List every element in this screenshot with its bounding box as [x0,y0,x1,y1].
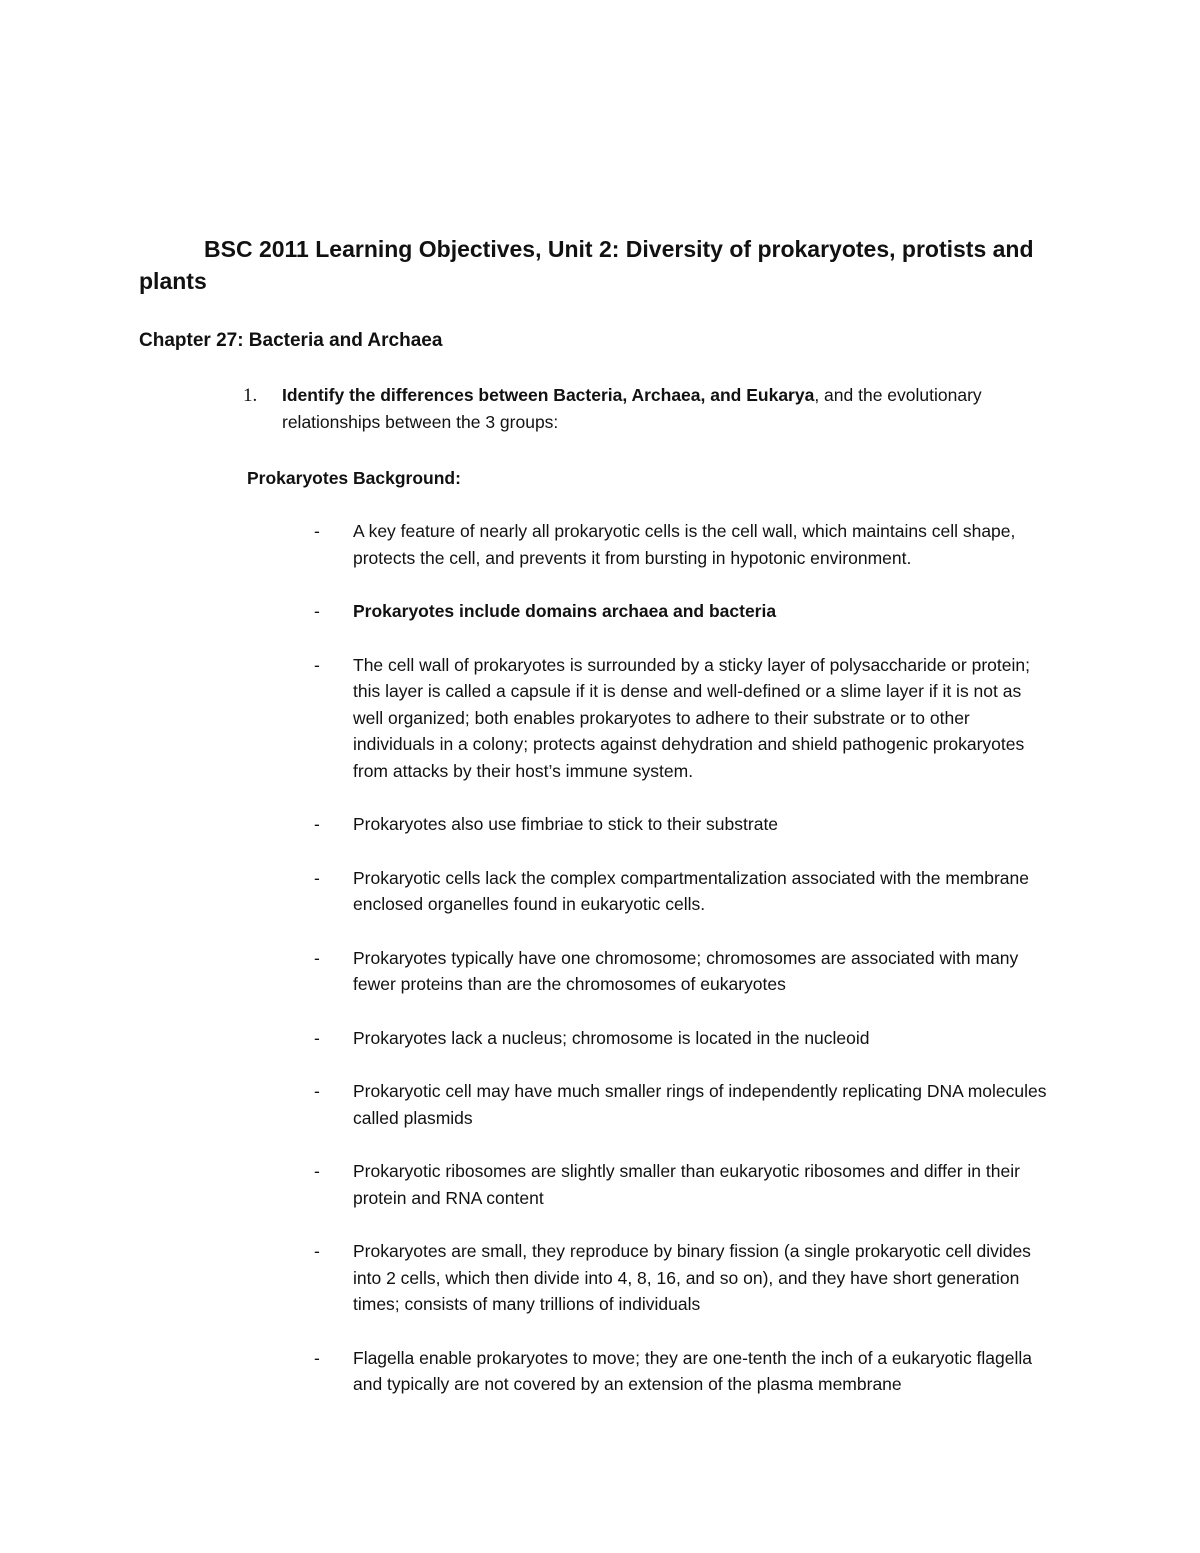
bullet-text: Prokaryotes lack a nucleus; chromosome is located in the nucleoid [353,1027,870,1048]
bullet-dash: - [314,867,320,888]
bullet-text: Prokaryotes typically have one chromosome; chromosomes are associated with many fewer proteins than are the chromosomes of eukaryotes [353,947,1019,994]
bullet-dash: - [314,1241,320,1261]
section-heading: Prokaryotes Background: [247,468,461,488]
bullet-text: Prokaryotes include domains archaea and bacteria [353,601,777,621]
bullet-item [314,945,1054,998]
bullet-dash: - [314,601,320,621]
bullet-dash: - [314,1161,320,1181]
objective-bold-text: Identify the differences between Bacteria, Archaea, and Eukarya [282,385,815,405]
bullet-text: A key feature of nearly all prokaryotic cells is the cell wall, which maintains cell shape, protects the cell, and prevents it from bursting in hypotonic environment. [353,521,1016,568]
objective-text [282,382,1067,436]
bullet-text: Prokaryotic ribosomes are slightly smaller than eukaryotic ribosomes and differ in their protein and RNA content [353,1161,1020,1208]
bullet-item [314,598,1054,625]
bullet-dash: - [314,654,320,675]
bullet-text: Prokaryotic cell may have much smaller rings of independently replicating DNA molecules called plasmids [353,1081,1047,1128]
bullet-dash: - [314,1081,320,1101]
objective-number: 1. [243,385,258,406]
bullet-dash: - [314,1347,320,1368]
bullet-dash: - [314,521,320,541]
bullet-item [314,1025,1054,1052]
bullet-item [314,518,1054,571]
document-title: BSC 2011 Learning Objectives, Unit 2: Diversity of prokaryotes, protists and plants [139,236,1034,294]
bullet-item [314,1158,1054,1211]
bullet-text: Prokaryotes also use fimbriae to stick to their substrate [353,814,779,834]
bullet-item [314,1078,1054,1131]
objective-plain-text: , and the evolutionary relationships between the 3 groups: [282,385,982,432]
bullet-text: Prokaryotic cells lack the complex compartmentalization associated with the membrane enclosed organelles found in eukaryotic cells. [353,867,1029,914]
bullet-text: Prokaryotes are small, they reproduce by binary fission (a single prokaryotic cell divides into 2 cells, which then divide into 4, 8, 16, and so on), and they have short generation times; consists of many trillions of individuals [353,1241,1031,1314]
bullet-item [314,652,1054,785]
bullet-dash: - [314,814,320,834]
bullet-item [314,1345,1054,1398]
bullet-dash: - [314,1027,320,1048]
bullet-dash: - [314,947,320,968]
bullet-item [314,865,1054,918]
chapter-heading: Chapter 27: Bacteria and Archaea [139,330,443,351]
learning-objective [243,382,1067,436]
bullet-item [314,811,1054,838]
bullet-text: The cell wall of prokaryotes is surrounded by a sticky layer of polysaccharide or protein; this layer is called a capsule if it is dense and well-defined or a slime layer if it is not as well organized; both enables prokaryotes to adhere to their substrate or to other individuals in a colony; protects against dehydration and shield pathogenic prokaryotes from attacks by their host’s immune system. [353,654,1030,781]
bullet-item [314,1238,1054,1318]
bullet-list [314,518,1054,1425]
bullet-text: Flagella enable prokaryotes to move; they are one-tenth the inch of a eukaryotic flagella and typically are not covered by an extension of the plasma membrane [353,1347,1033,1394]
